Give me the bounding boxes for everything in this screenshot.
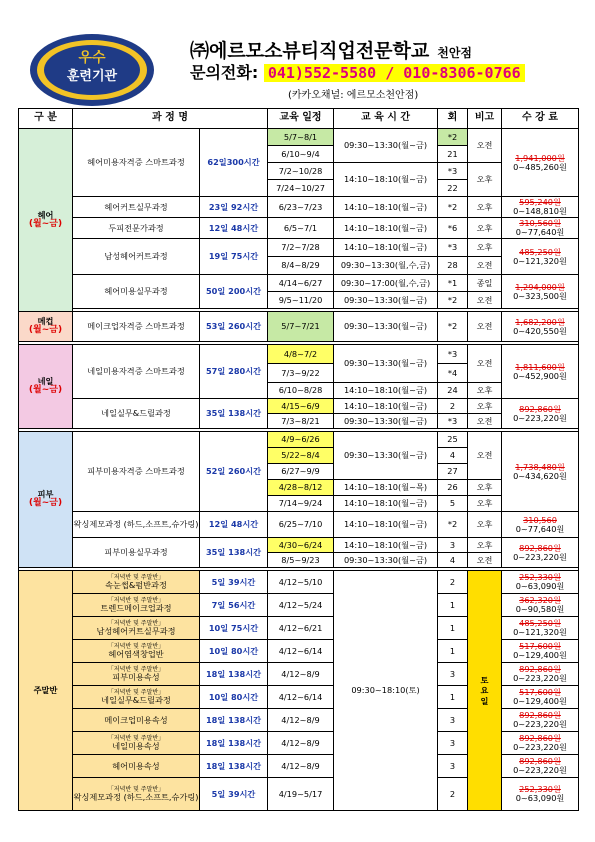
excellent-training-institution-seal	[28, 32, 156, 108]
schedule-date: 8/4~8/29	[268, 257, 334, 275]
class-time: 09:30~13:30(월~금)	[334, 553, 438, 568]
category-makeup: 메컵 (월~금)	[19, 312, 73, 342]
note-saturday	[468, 571, 502, 811]
round: *2	[438, 129, 468, 146]
class-time: 09:30~18:10(토)	[334, 571, 438, 811]
course-fee: 1,941,000원 0~485,260원	[502, 129, 579, 197]
round: 2	[438, 778, 468, 811]
note: 오전	[468, 257, 502, 275]
svg-text:우수: 우수	[78, 50, 106, 66]
page-header	[18, 22, 578, 102]
schedule-date: 4/28~8/12	[268, 480, 334, 496]
class-time: 14:10~18:10(월~금)	[334, 496, 438, 512]
schedule-date: 6/10~8/28	[268, 383, 334, 399]
class-time: 09:30~13:30(월,수,금)	[334, 257, 438, 275]
col-schedule: 교육 일정	[268, 109, 334, 129]
round: 4	[438, 448, 468, 464]
round: 21	[438, 146, 468, 163]
course-fee: 1,682,200원 0~420,550원	[502, 312, 579, 342]
course-duration: 62일300시간	[200, 129, 268, 197]
saturday-char: 요	[480, 685, 489, 696]
schedule-date: 5/7~8/1	[268, 129, 334, 146]
schedule-date: 4/12~5/24	[268, 594, 334, 617]
round: 3	[438, 732, 468, 755]
course-name: 「저녁반 및 주말반」 트렌드메이크업과정	[73, 594, 200, 617]
schedule-date: 4/15~6/9	[268, 399, 334, 414]
round: 1	[438, 640, 468, 663]
note: 오후	[468, 496, 502, 512]
course-name: 피부미용자격증 스마트과정	[73, 432, 200, 512]
category-weekend: 주말반	[19, 571, 73, 811]
round: *2	[438, 512, 468, 538]
table-row	[19, 275, 579, 292]
round: 27	[438, 464, 468, 480]
note: 오후	[468, 239, 502, 257]
course-fee: 892,860원 0~223,220원	[502, 709, 579, 732]
course-duration: 53일 260시간	[200, 312, 268, 342]
note: 오전	[468, 345, 502, 383]
class-time: 09:30~13:30(월~금)	[334, 345, 438, 383]
branch-name: 천안점	[437, 46, 473, 60]
schedule-date: 4/12~6/14	[268, 686, 334, 709]
schedule-date: 7/24~10/27	[268, 180, 334, 197]
course-fee: 595,240원 0~148,810원	[502, 197, 579, 218]
course-duration: 10일 80시간	[200, 640, 268, 663]
course-duration: 19일 75시간	[200, 239, 268, 275]
note: 오전	[468, 292, 502, 309]
course-name: 「저녁반 및 주말반」 왁싱제모과정 (하드,소프트,슈가링)	[73, 778, 200, 811]
round: 4	[438, 553, 468, 568]
note: 오후	[468, 218, 502, 239]
round: *2	[438, 312, 468, 342]
phone-line	[190, 60, 525, 83]
course-duration: 12일 48시간	[200, 512, 268, 538]
course-fee: 892,860원 0~223,220원	[502, 732, 579, 755]
course-name: 헤어미용속성	[73, 755, 200, 778]
round: *4	[438, 364, 468, 383]
table-row	[19, 571, 579, 594]
round: *2	[438, 197, 468, 218]
course-name: 메이크업미용속성	[73, 709, 200, 732]
round: 25	[438, 432, 468, 448]
round: 26	[438, 480, 468, 496]
course-name: 네일실무&드릴과정	[73, 399, 200, 429]
class-time: 14:10~18:10(월~금)	[334, 538, 438, 553]
table-row	[19, 312, 579, 342]
course-name: 「저녁반 및 주말반」 네일실무&드릴과정	[73, 686, 200, 709]
round: 3	[438, 755, 468, 778]
course-duration: 10일 75시간	[200, 617, 268, 640]
category-skin: 피부 (월~금)	[19, 432, 73, 568]
phone-number[interactable]: 041)552-5580 / 010-8306-0766	[264, 64, 525, 82]
note: 오전	[468, 312, 502, 342]
course-name: 메이크업자격증 스마트과정	[73, 312, 200, 342]
saturday-char: 일	[480, 695, 489, 706]
table-header-row	[19, 109, 579, 129]
course-fee: 252,330원 0~63,090원	[502, 778, 579, 811]
round: 1	[438, 686, 468, 709]
note: 오후	[468, 480, 502, 496]
schedule-date: 7/14~9/24	[268, 496, 334, 512]
schedule-date: 4/19~5/17	[268, 778, 334, 811]
saturday-char: 토	[480, 674, 489, 685]
round: 1	[438, 594, 468, 617]
table-row	[19, 197, 579, 218]
schedule-date: 8/5~9/23	[268, 553, 334, 568]
class-time: 14:10~18:10(월~금)	[334, 399, 438, 414]
course-fee: 362,320원 0~90,580원	[502, 594, 579, 617]
class-time: 09:30~13:30(월~금)	[334, 414, 438, 429]
schedule-date: 7/3~9/22	[268, 364, 334, 383]
schedule-date: 4/12~8/9	[268, 663, 334, 686]
course-name: 「저녁반 및 주말반」 피부미용속성	[73, 663, 200, 686]
note: 오전	[468, 553, 502, 568]
course-fee: 517,600원 0~129,400원	[502, 686, 579, 709]
note: 오전	[468, 414, 502, 429]
class-time: 09:30~13:30(월~금)	[334, 292, 438, 309]
round: *3	[438, 163, 468, 180]
class-time: 14:10~18:10(월~금)	[334, 218, 438, 239]
svg-text:훈련기관: 훈련기관	[66, 69, 118, 84]
class-time: 09:30~13:30(월~금)	[334, 432, 438, 480]
round: *3	[438, 345, 468, 364]
class-time: 14:10~18:10(월~금)	[334, 383, 438, 399]
table-row	[19, 218, 579, 239]
course-duration: 10일 80시간	[200, 686, 268, 709]
col-course: 과 정 명	[73, 109, 268, 129]
note: 종일	[468, 275, 502, 292]
course-fee: 892,860원 0~223,220원	[502, 538, 579, 568]
round: *1	[438, 275, 468, 292]
schedule-date: 7/2~7/28	[268, 239, 334, 257]
course-duration: 18일 138시간	[200, 732, 268, 755]
round: *2	[438, 292, 468, 309]
class-time: 14:10~18:10(월~금)	[334, 197, 438, 218]
schedule-date: 5/7~7/21	[268, 312, 334, 342]
col-time: 교 육 시 간	[334, 109, 438, 129]
phone-label: 문의전화:	[190, 63, 259, 82]
category-nail: 네일 (월~금)	[19, 345, 73, 429]
schedule-date: 4/14~6/27	[268, 275, 334, 292]
round: 22	[438, 180, 468, 197]
class-time: 09:30~13:30(월~금)	[334, 312, 438, 342]
school-name: ㈜에르모소뷰티직업전문학교	[190, 40, 430, 62]
kakao-channel[interactable]: (카카오채널: 에르모소천안점)	[288, 90, 419, 101]
course-fee: 252,330원 0~63,090원	[502, 571, 579, 594]
table-row	[19, 538, 579, 553]
course-duration: 5일 39시간	[200, 571, 268, 594]
schedule-date: 7/3~8/21	[268, 414, 334, 429]
schedule-date: 4/12~5/10	[268, 571, 334, 594]
col-round: 회	[438, 109, 468, 129]
course-duration: 18일 138시간	[200, 709, 268, 732]
round: 3	[438, 663, 468, 686]
course-name: 남성헤어커트과정	[73, 239, 200, 275]
course-fee: 517,600원 0~129,400원	[502, 640, 579, 663]
col-note: 비고	[468, 109, 502, 129]
note: 오전	[468, 129, 502, 163]
course-name: 네일미용자격증 스마트과정	[73, 345, 200, 399]
round: *3	[438, 414, 468, 429]
course-name: 「저녁반 및 주말반」 헤어염색창업반	[73, 640, 200, 663]
course-duration: 18일 138시간	[200, 663, 268, 686]
course-duration: 35일 138시간	[200, 538, 268, 568]
course-duration: 7일 56시간	[200, 594, 268, 617]
col-fee: 수 강 료	[502, 109, 579, 129]
course-name: 두피전문가과정	[73, 218, 200, 239]
table-row	[19, 345, 579, 364]
schedule-date: 6/23~7/23	[268, 197, 334, 218]
round: 24	[438, 383, 468, 399]
schedule-date: 4/12~8/9	[268, 732, 334, 755]
schedule-date: 6/27~9/9	[268, 464, 334, 480]
round: 2	[438, 399, 468, 414]
note: 오후	[468, 538, 502, 553]
round: 28	[438, 257, 468, 275]
course-fee: 485,250원 0~121,320원	[502, 239, 579, 275]
class-time: 09:30~17:00(월,수,금)	[334, 275, 438, 292]
course-duration: 35일 138시간	[200, 399, 268, 429]
course-name: 헤어미용자격증 스마트과정	[73, 129, 200, 197]
round: *6	[438, 218, 468, 239]
schedule-date: 4/9~6/26	[268, 432, 334, 448]
note: 오후	[468, 399, 502, 414]
course-duration: 23일 92시간	[200, 197, 268, 218]
col-category: 구 분	[19, 109, 73, 129]
schedule-date: 5/22~8/4	[268, 448, 334, 464]
table-row	[19, 432, 579, 448]
schedule-date: 7/2~10/28	[268, 163, 334, 180]
course-duration: 12일 48시간	[200, 218, 268, 239]
course-fee: 485,250원 0~121,320원	[502, 617, 579, 640]
course-name: 「저녁반 및 주말반」 남성헤어커트실무과정	[73, 617, 200, 640]
note: 오후	[468, 163, 502, 197]
class-time: 09:30~13:30(월~금)	[334, 129, 438, 163]
round: 1	[438, 617, 468, 640]
schedule-date: 6/10~9/4	[268, 146, 334, 163]
round: 2	[438, 571, 468, 594]
class-time: 14:10~18:10(월~금)	[334, 512, 438, 538]
note: 오후	[468, 197, 502, 218]
schedule-date: 4/12~6/21	[268, 617, 334, 640]
category-hair: 헤어 (월~금)	[19, 129, 73, 312]
course-duration: 52일 260시간	[200, 432, 268, 512]
course-duration: 57일 280시간	[200, 345, 268, 399]
course-duration: 18일 138시간	[200, 755, 268, 778]
course-name: 「저녁반 및 주말반」 속눈썹&펌반과정	[73, 571, 200, 594]
table-row	[19, 129, 579, 146]
course-fee: 1,294,000원 0~323,500원	[502, 275, 579, 309]
schedule-date: 4/8~7/2	[268, 345, 334, 364]
school-title	[190, 36, 472, 63]
course-name: 헤어미용실무과정	[73, 275, 200, 309]
schedule-date: 4/12~6/14	[268, 640, 334, 663]
round: *3	[438, 239, 468, 257]
note: 오전	[468, 432, 502, 480]
course-fee: 892,860원 0~223,220원	[502, 755, 579, 778]
schedule-date: 4/12~8/9	[268, 709, 334, 732]
course-schedule-table	[18, 108, 579, 811]
table-row	[19, 512, 579, 538]
class-time: 14:10~18:10(월~금)	[334, 163, 438, 197]
course-fee: 1,811,600원 0~452,900원	[502, 345, 579, 399]
note: 오후	[468, 512, 502, 538]
course-name: 「저녁반 및 주말반」 네일미용속성	[73, 732, 200, 755]
schedule-date: 6/5~7/1	[268, 218, 334, 239]
course-fee: 892,860원 0~223,220원	[502, 663, 579, 686]
schedule-date: 4/12~8/9	[268, 755, 334, 778]
round: 5	[438, 496, 468, 512]
table-row	[19, 399, 579, 414]
course-name: 왁싱제모과정 (하드,소프트,슈가링)	[73, 512, 200, 538]
table-row	[19, 239, 579, 257]
round: 3	[438, 538, 468, 553]
schedule-date: 9/5~11/20	[268, 292, 334, 309]
class-time: 14:10~18:10(월~금)	[334, 239, 438, 257]
course-fee: 310,560 0~77,640원	[502, 512, 579, 538]
note: 오후	[468, 383, 502, 399]
course-fee: 892,860원 0~223,220원	[502, 399, 579, 429]
course-name: 헤어커트실무과정	[73, 197, 200, 218]
course-name: 피부미용실무과정	[73, 538, 200, 568]
course-duration: 5일 39시간	[200, 778, 268, 811]
schedule-date: 6/25~7/10	[268, 512, 334, 538]
schedule-date: 4/30~6/24	[268, 538, 334, 553]
course-fee: 310,560원 0~77,640원	[502, 218, 579, 239]
class-time: 14:10~18:10(월~목)	[334, 480, 438, 496]
course-duration: 50일 200시간	[200, 275, 268, 309]
course-fee: 1,738,480원 0~434,620원	[502, 432, 579, 512]
round: 3	[438, 709, 468, 732]
